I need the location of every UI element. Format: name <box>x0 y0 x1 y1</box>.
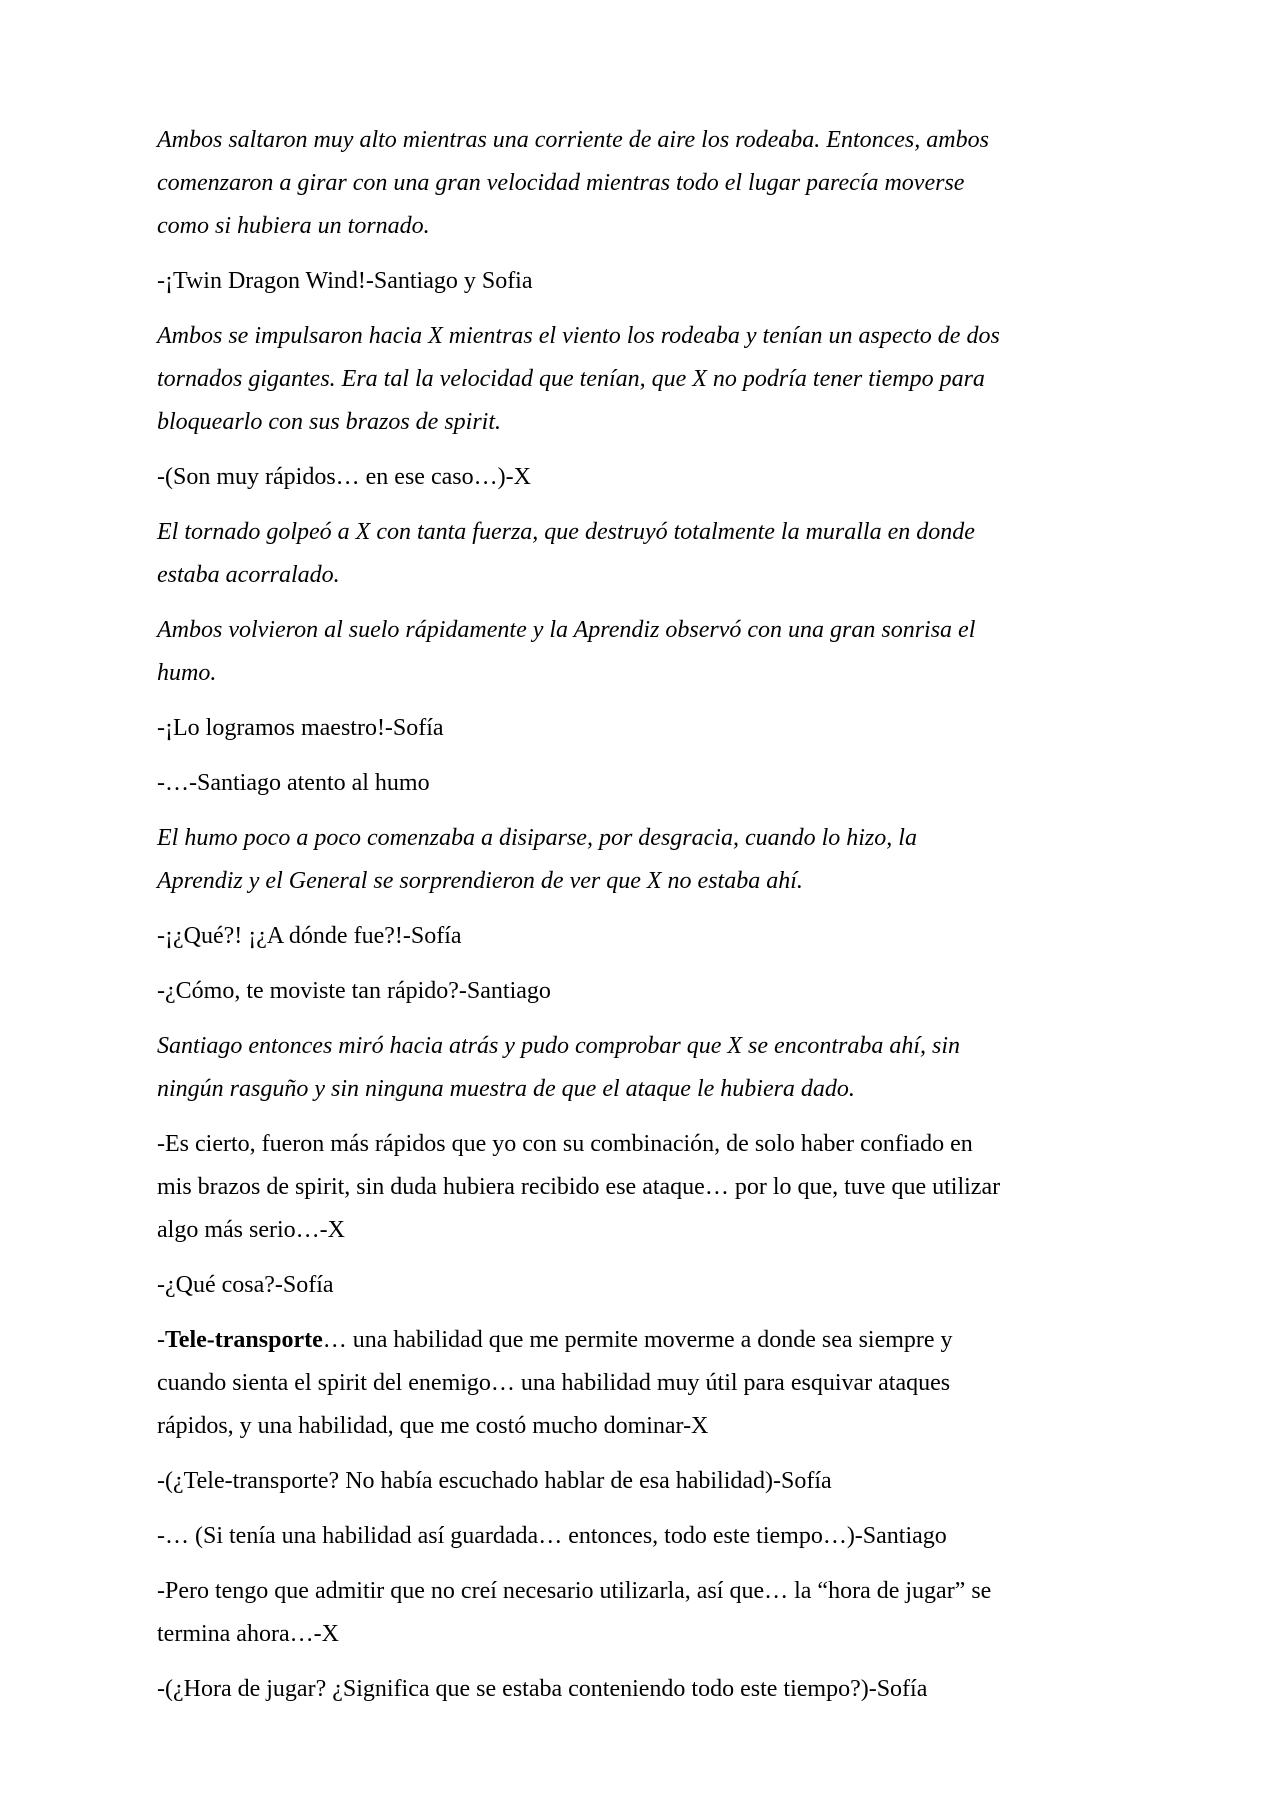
dialogue-sofia-what-thing: -¿Qué cosa?-Sofía <box>157 1272 334 1298</box>
narration-x-behind-unharmed: Santiago entonces miró hacia atrás y pudo comprobar que X se encontraba ahí, sin ningún rasguño y sin ninguna muestra de que el ataque le hubiera dado. <box>157 1033 961 1102</box>
narration-smoke-clears: El humo poco a poco comenzaba a disiparse, por desgracia, cuando lo hizo, la Aprendiz y el General se sorprendieron de ver que X no estaba ahí. <box>157 825 917 894</box>
narration-tornado-hit: El tornado golpeó a X con tanta fuerza, que destruyó totalmente la muralla en donde estaba acorralado. <box>157 519 975 588</box>
dialogue-sofia-teleport-thought: -(¿Tele-transporte? No había escuchado hablar de esa habilidad)-Sofía <box>157 1468 832 1494</box>
dialogue-x-they-are-fast: -(Son muy rápidos… en ese caso…)-X <box>157 464 531 490</box>
dialogue-sofia-holding-back-thought: -(¿Hora de jugar? ¿Significa que se estaba conteniendo todo este tiempo?)-Sofía <box>157 1676 928 1702</box>
narration-charge-at-x: Ambos se impulsaron hacia X mientras el viento los rodeaba y tenían un aspecto de dos tornados gigantes. Era tal la velocidad que tenían, que X no podría tener tiempo para bloquearlo con sus brazos de spirit. <box>157 323 1000 435</box>
dialogue-santiago-watching-smoke: -…-Santiago atento al humo <box>157 770 430 796</box>
dialogue-twin-dragon-wind: -¡Twin Dragon Wind!-Santiago y Sofia <box>157 268 533 294</box>
dialogue-x-admits-their-speed: -Es cierto, fueron más rápidos que yo con su combinación, de solo haber confiado en mis brazos de spirit, sin duda hubiera recibido ese ataque… por lo que, tuve que utilizar algo más serio…-X <box>157 1131 1001 1243</box>
narration-landing-smile: Ambos volvieron al suelo rápidamente y la Aprendiz observó con una gran sonrisa el humo. <box>157 617 976 686</box>
bold-term: Tele-transporte <box>165 1327 323 1353</box>
dialogue-x-play-time-is-over: -Pero tengo que admitir que no creí necesario utilizarla, así que… la “hora de jugar” se termina ahora…-X <box>157 1578 992 1647</box>
dialogue-santiago-how-so-fast: -¿Cómo, te moviste tan rápido?-Santiago <box>157 978 551 1004</box>
dialogue-sofia-where-did-he-go: -¡¿Qué?! ¡¿A dónde fue?!-Sofía <box>157 923 462 949</box>
dialogue-sofia-we-did-it: -¡Lo logramos maestro!-Sofía <box>157 715 444 741</box>
dialogue-santiago-hidden-ability-thought: -… (Si tenía una habilidad así guardada… entonces, todo este tiempo…)-Santiago <box>157 1523 947 1549</box>
dialogue-x-teleport-explanation: -Tele-transporte… una habilidad que me permite moverme a donde sea siempre y cuando sienta el spirit del enemigo… una habilidad muy útil para esquivar ataques rápidos, y una habilidad, que me costó mucho dominar-X <box>157 1327 953 1439</box>
narration-wind-jump: Ambos saltaron muy alto mientras una corriente de aire los rodeaba. Entonces, ambos comenzaron a girar con una gran velocidad mientras todo el lugar parecía moverse como si hubiera un tornado. <box>157 127 989 239</box>
